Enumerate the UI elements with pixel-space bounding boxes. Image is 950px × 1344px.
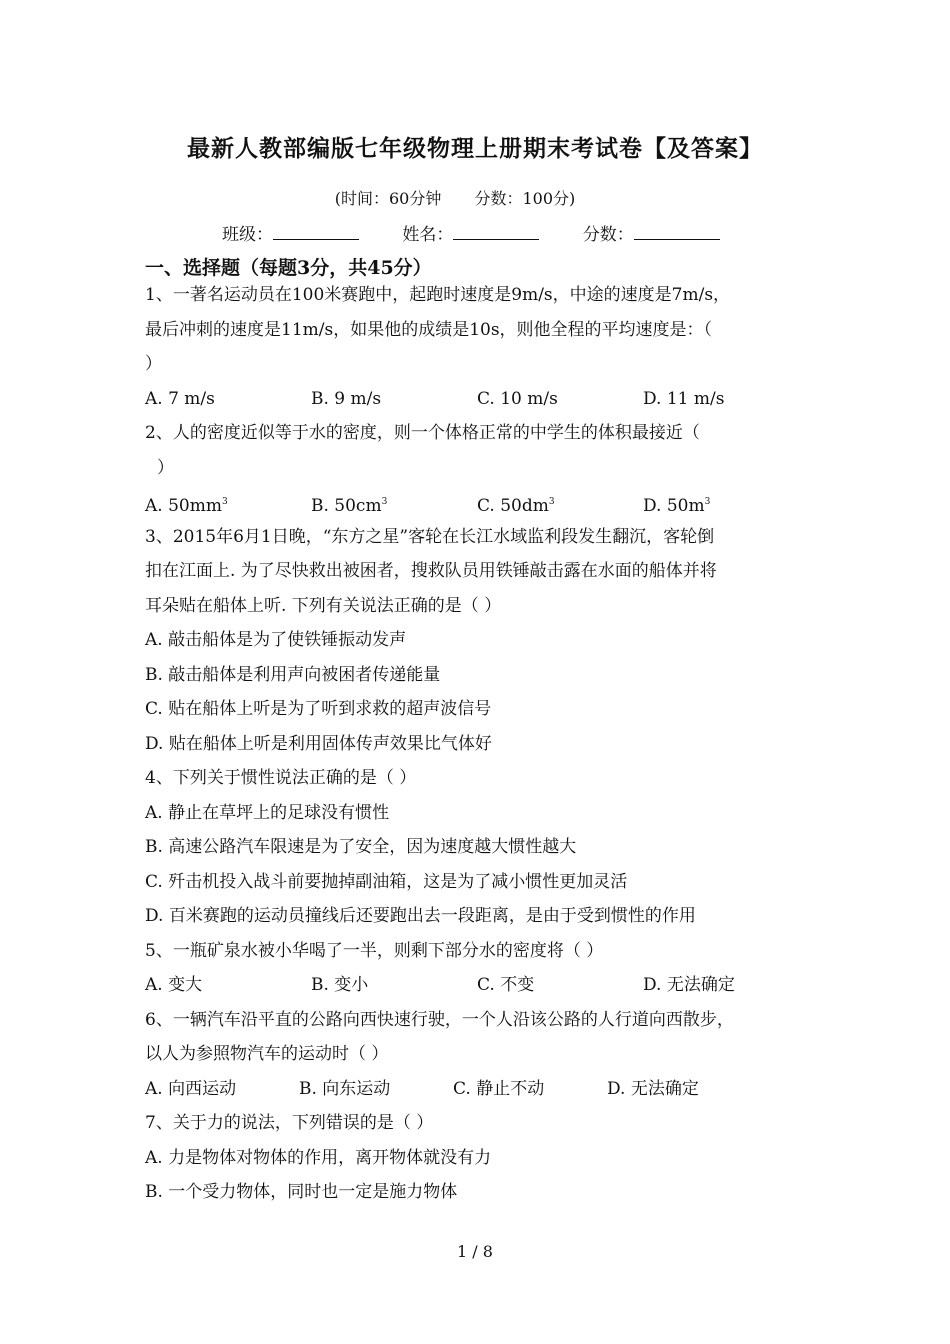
question-1-line-2: 最后冲刺的速度是11m/s，如果他的成绩是10s，则他全程的平均速度是：（ — [145, 319, 713, 340]
question-3-line-2: 扣在江面上. 为了尽快救出被困者，搜救队员用铁锤敲击露在水面的船体并将 — [145, 561, 717, 581]
name-blank — [453, 223, 539, 240]
option-d: D. 无法确定 — [607, 1078, 699, 1099]
exam-score: 分数：100分) — [474, 189, 576, 208]
page-number: 1 / 8 — [457, 1242, 493, 1261]
option-c: C. 静止不动 — [453, 1078, 545, 1099]
question-3-option-a: A. 敲击船体是为了使铁锤振动发声 — [145, 630, 407, 650]
question-4-option-c: C. 歼击机投入战斗前要抛掉副油箱，这是为了减小惯性更加灵活 — [145, 871, 628, 892]
question-5-options — [145, 968, 815, 1003]
option-b: B. 9 m/s — [311, 388, 382, 409]
question-6-line-2: 以人为参照物汽车的运动时（ ） — [145, 1044, 389, 1064]
option-d-exponent: 3 — [704, 497, 711, 507]
question-1-line-3: ） — [145, 354, 162, 374]
option-b-text: B. 50cm — [311, 496, 382, 516]
option-c: C. 不变 — [477, 975, 535, 995]
class-label: 班级： — [222, 225, 273, 245]
option-d: D. 无法确定 — [643, 975, 735, 995]
option-a — [145, 485, 311, 520]
question-4-option-d: D. 百米赛跑的运动员撞线后还要跑出去一段距离，是由于受到惯性的作用 — [145, 906, 696, 926]
option-b: B. 向东运动 — [299, 1078, 391, 1099]
option-a: A. 向西运动 — [145, 1078, 237, 1099]
section-title: 一、选择题（每题3分，共45分） — [145, 257, 432, 279]
question-1-options — [145, 382, 815, 417]
class-field — [222, 220, 359, 245]
question-6-line-1: 6、一辆汽车沿平直的公路向西快速行驶，一个人沿该公路的人行道向西散步， — [145, 1009, 734, 1030]
question-3-line-1: 3、2015年6月1日晚，“东方之星”客轮在长江水域监利段发生翻沉，客轮倒 — [145, 526, 715, 547]
question-4-option-b: B. 高速公路汽车限速是为了安全，因为速度越大惯性越大 — [145, 837, 577, 857]
score-label: 分数： — [582, 225, 634, 245]
page-title: 最新人教部编版七年级物理上册期末考试卷【及答案】 — [187, 135, 763, 162]
question-7-option-a: A. 力是物体对物体的作用，离开物体就没有力 — [145, 1147, 492, 1168]
option-d: D. 11 m/s — [643, 388, 725, 409]
score-field — [583, 220, 720, 245]
student-fields — [222, 220, 758, 245]
question-4-option-a: A. 静止在草坪上的足球没有惯性 — [145, 802, 390, 823]
option-b — [311, 485, 477, 520]
question-list — [145, 278, 815, 1210]
option-d — [643, 485, 809, 520]
question-7-option-b: B. 一个受力物体，同时也一定是施力物体 — [145, 1182, 458, 1202]
option-a: A. 7 m/s — [145, 388, 215, 409]
option-c: C. 10 m/s — [477, 388, 558, 409]
option-a-exponent: 3 — [221, 497, 228, 507]
exam-info — [0, 186, 910, 209]
option-d-text: D. 50m — [643, 496, 705, 516]
option-a: A. 变大 — [145, 975, 203, 995]
option-b: B. 变小 — [311, 975, 369, 995]
option-c-exponent: 3 — [548, 497, 555, 507]
question-3-option-b: B. 敲击船体是利用声向被困者传递能量 — [145, 664, 441, 685]
question-3-option-c: C. 贴在船体上听是为了听到求救的超声波信号 — [145, 699, 492, 719]
question-7-line-1: 7、关于力的说法，下列错误的是（ ） — [145, 1113, 434, 1133]
question-3-option-d: D. 贴在船体上听是利用固体传声效果比气体好 — [145, 733, 492, 754]
question-1-line-1: 1、一著名运动员在100米赛跑中，起跑时速度是9m/s，中途的速度是7m/s， — [145, 285, 731, 305]
name-label: 姓名： — [402, 225, 454, 245]
question-6-options — [145, 1072, 815, 1107]
score-blank — [634, 223, 720, 240]
option-b-exponent: 3 — [381, 497, 388, 507]
class-blank — [273, 223, 359, 240]
question-2-line-1: 2、人的密度近似等于水的密度，则一个体格正常的中学生的体积最接近（ — [145, 423, 700, 443]
question-2-line-2: ） — [157, 457, 174, 478]
option-a-text: A. 50mm — [145, 496, 222, 516]
name-field — [402, 220, 539, 245]
question-3-line-3: 耳朵贴在船体上听. 下列有关说法正确的是（ ） — [145, 595, 502, 616]
exam-time: (时间：60分钟 — [334, 189, 442, 208]
option-c-text: C. 50dm — [477, 496, 549, 516]
question-5-line-1: 5、一瓶矿泉水被小华喝了一半，则剩下部分水的密度将（ ） — [145, 940, 604, 961]
question-2-options — [145, 485, 815, 520]
option-c — [477, 485, 643, 520]
question-4-line-1: 4、下列关于惯性说法正确的是（ ） — [145, 768, 417, 788]
